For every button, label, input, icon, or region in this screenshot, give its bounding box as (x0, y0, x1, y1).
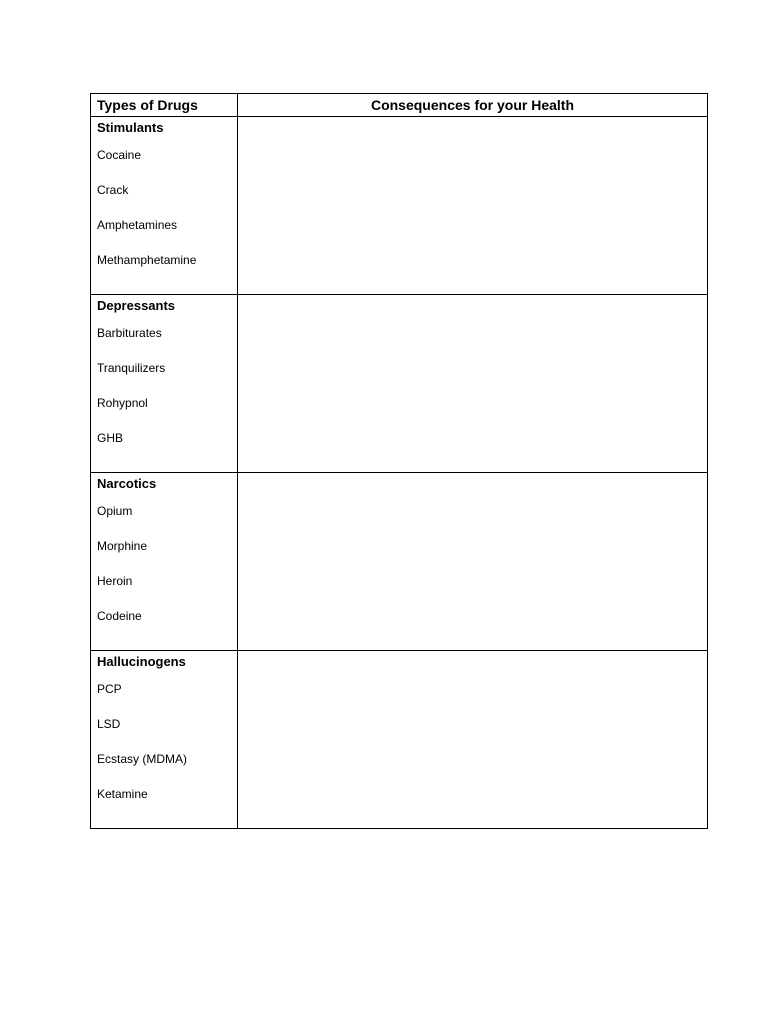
drug-consequences-table (90, 93, 708, 829)
header-types-of-drugs: Types of Drugs (91, 94, 238, 117)
drug-item: Amphetamines (97, 218, 178, 232)
drug-item: Ketamine (97, 787, 148, 801)
drug-item: Rohypnol (97, 396, 148, 410)
drug-list (97, 494, 237, 634)
drug-item: Heroin (97, 574, 133, 588)
drug-group-cell (91, 473, 238, 651)
drug-item: Cocaine (97, 148, 142, 162)
group-title-depressants: Depressants (97, 298, 176, 313)
drug-item: Codeine (97, 609, 142, 623)
drug-item: Ecstasy (MDMA) (97, 752, 187, 766)
drug-item: PCP (97, 682, 122, 696)
drug-group-cell (91, 117, 238, 295)
drug-group-cell (91, 651, 238, 829)
drug-item: LSD (97, 717, 121, 731)
answer-cell-depressants[interactable] (238, 295, 708, 473)
drug-list (97, 138, 237, 278)
drug-group-cell (91, 295, 238, 473)
answer-cell-hallucinogens[interactable] (238, 651, 708, 829)
group-title-stimulants: Stimulants (97, 120, 164, 135)
drug-list (97, 316, 237, 456)
drug-item: GHB (97, 431, 124, 445)
header-consequences: Consequences for your Health (238, 94, 708, 117)
table-row-hallucinogens (91, 651, 708, 829)
answer-cell-narcotics[interactable] (238, 473, 708, 651)
group-title-narcotics: Narcotics (97, 476, 157, 491)
group-title-hallucinogens: Hallucinogens (97, 654, 186, 669)
drug-item: Crack (97, 183, 129, 197)
table-header-row (91, 94, 708, 117)
table-row-depressants (91, 295, 708, 473)
drug-item: Barbiturates (97, 326, 162, 340)
answer-cell-stimulants[interactable] (238, 117, 708, 295)
drug-list (97, 672, 237, 812)
table-row-stimulants (91, 117, 708, 295)
drug-item: Methamphetamine (97, 253, 197, 267)
drug-item: Morphine (97, 539, 148, 553)
drug-item: Opium (97, 504, 133, 518)
table-row-narcotics (91, 473, 708, 651)
drug-item: Tranquilizers (97, 361, 166, 375)
